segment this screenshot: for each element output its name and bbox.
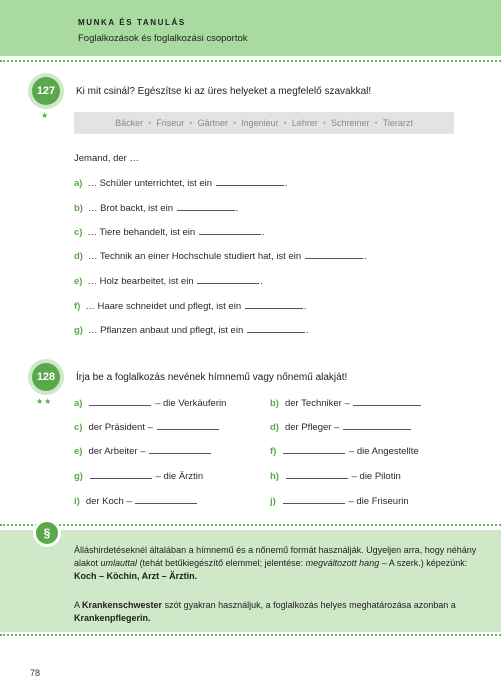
item-letter: f) [270, 446, 277, 457]
item-letter: i) [74, 496, 80, 507]
task-128-item [74, 471, 203, 482]
bullet-separator: • [374, 118, 378, 128]
answer-blank[interactable] [343, 428, 411, 430]
item-letter: f) [74, 301, 81, 312]
item-text: – die Angestellte [348, 446, 419, 457]
grammar-note-paragraph: Álláshirdetéseknél általában a hímnemű és a nőnemű formát használják. Ugyeljen arra, hogy néhány alakot umlauttal (tehát betűkiegészítő elemmel; jelentése: megváltozott hang – A szerk.) képezünk: Koch – Köchin, Arzt – Ärztin. [74, 545, 477, 581]
item-letter: a) [74, 178, 83, 189]
item-letter: b) [74, 203, 83, 214]
chapter-title: MUNKA ÉS TANULÁS [78, 18, 186, 27]
chapter-header [0, 0, 501, 56]
bullet-separator: • [189, 118, 193, 128]
task-128-item [270, 422, 412, 433]
task-127-item: b) … Brot backt, ist ein . [74, 203, 239, 214]
item-letter: g) [74, 325, 83, 336]
answer-blank[interactable] [199, 233, 261, 235]
task-128-item [270, 496, 409, 507]
item-text: der Pfleger – [284, 422, 340, 433]
answer-blank[interactable] [286, 477, 348, 479]
task-128-item [270, 471, 401, 482]
bullet-separator: • [283, 118, 287, 128]
word: Tierarzt [382, 118, 413, 128]
dotted-divider [0, 634, 501, 636]
item-letter: h) [270, 471, 279, 482]
item-text: der Präsident – [88, 422, 153, 433]
word: Friseur [156, 118, 185, 128]
item-letter: b) [270, 398, 279, 409]
page-number: 78 [30, 668, 41, 678]
word-box [74, 112, 454, 134]
item-text: … Schüler unterrichtet, ist ein [87, 178, 213, 189]
answer-blank[interactable] [135, 502, 197, 504]
item-text: … Brot backt, ist ein [87, 203, 173, 214]
answer-blank[interactable] [89, 404, 151, 406]
item-text: … Pflanzen anbaut und pflegt, ist ein [87, 325, 244, 336]
task-128-item [270, 446, 419, 457]
task-127-item: e) … Holz bearbeitet, ist ein . [74, 276, 263, 287]
answer-blank[interactable] [245, 307, 303, 309]
answer-blank[interactable] [90, 477, 152, 479]
answer-blank[interactable] [216, 184, 284, 186]
task-128-item [74, 422, 220, 433]
item-letter: d) [74, 251, 83, 262]
item-letter: c) [74, 227, 83, 238]
task-127-item: a) … Schüler unterrichtet, ist ein . [74, 178, 288, 189]
answer-blank[interactable] [197, 282, 259, 284]
item-text: – die Ärztin [155, 471, 204, 482]
task-127-intro: Jemand, der … [74, 153, 139, 164]
answer-blank[interactable] [283, 502, 345, 504]
answer-blank[interactable] [157, 428, 219, 430]
answer-blank[interactable] [353, 404, 421, 406]
item-letter: d) [270, 422, 279, 433]
task-128-title: Írja be a foglalkozás nevének hímnemű vagy nőnemű alakját! [76, 372, 348, 383]
word: Bäcker [115, 118, 144, 128]
item-text: der Arbeiter – [88, 446, 146, 457]
task-128-item [74, 496, 198, 507]
task-128-item [270, 398, 422, 409]
item-text: – die Friseurin [348, 496, 409, 507]
task-128-badge: 128 [32, 363, 60, 391]
task-127-item: c) … Tiere behandelt, ist ein . [74, 227, 265, 238]
task-127-stars: ★ [41, 111, 50, 120]
task-128-item [74, 398, 226, 409]
task-127-badge: 127 [32, 77, 60, 105]
answer-blank[interactable] [283, 452, 345, 454]
task-128-stars: ★★ [36, 397, 53, 406]
item-text: … Holz bearbeitet, ist ein [87, 276, 194, 287]
paragraph-section-icon: § [36, 522, 58, 544]
item-text: – die Verkäuferin [155, 398, 227, 409]
item-text: … Haare schneidet und pflegt, ist ein [85, 301, 242, 312]
item-letter: a) [74, 398, 83, 409]
bullet-separator: • [322, 118, 326, 128]
bullet-separator: • [148, 118, 152, 128]
bullet-separator: • [232, 118, 237, 128]
item-letter: e) [74, 446, 83, 457]
task-128-item [74, 446, 212, 457]
answer-blank[interactable] [177, 209, 235, 211]
answer-blank[interactable] [305, 257, 363, 259]
task-127-item: f) … Haare schneidet und pflegt, ist ein . [74, 301, 307, 312]
chapter-subtitle: Foglalkozások és foglalkozási csoportok [78, 33, 248, 44]
item-text: der Techniker – [284, 398, 350, 409]
task-127-title: Ki mit csinál? Egészítse ki az üres helyeket a megfelelő szavakkal! [76, 86, 372, 97]
answer-blank[interactable] [149, 452, 211, 454]
item-text: – die Pilotin [351, 471, 401, 482]
word: Ingenieur [241, 118, 279, 128]
dotted-divider [0, 524, 501, 526]
grammar-note-box [0, 530, 501, 632]
answer-blank[interactable] [247, 331, 305, 333]
item-letter: e) [74, 276, 83, 287]
item-letter: c) [74, 422, 83, 433]
item-letter: g) [74, 471, 83, 482]
item-letter: j) [270, 496, 276, 507]
word: Schreiner [331, 118, 370, 128]
word: Gärtner [197, 118, 228, 128]
grammar-note-paragraph: A Krankenschwester szót gyakran használjuk, a foglalkozás helyes meghatározása azonban a Krankenpflegerin. [74, 600, 456, 623]
item-text: … Technik an einer Hochschule studiert hat, ist ein [87, 251, 302, 262]
task-127-item: d) … Technik an einer Hochschule studiert hat, ist ein . [74, 251, 367, 262]
dotted-divider [0, 60, 501, 62]
task-127-item: g) … Pflanzen anbaut und pflegt, ist ein . [74, 325, 309, 336]
item-text: … Tiere behandelt, ist ein [87, 227, 196, 238]
word: Lehrer [291, 118, 318, 128]
item-text: der Koch – [85, 496, 132, 507]
